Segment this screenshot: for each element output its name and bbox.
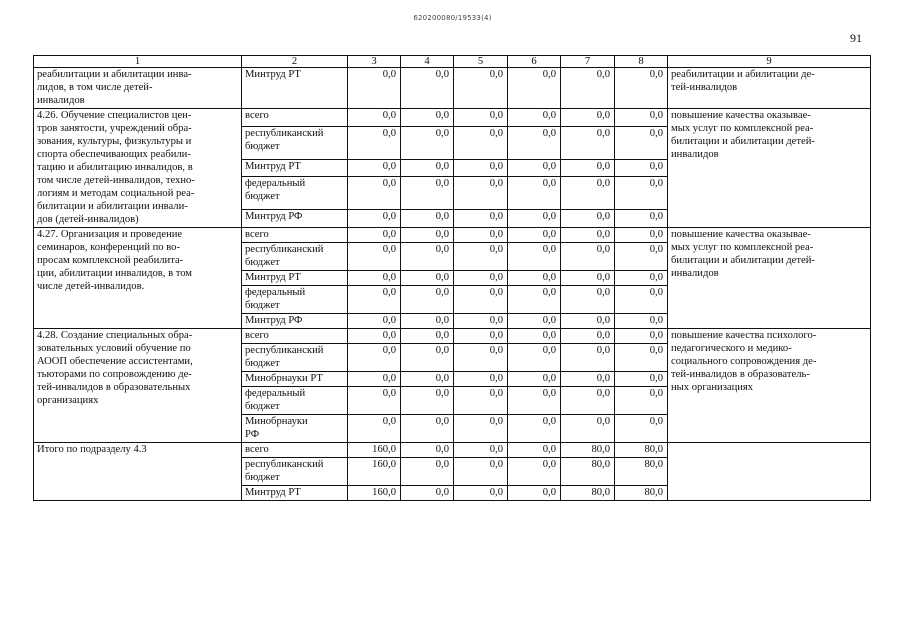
funding-value: 0,0 [508, 126, 561, 159]
funding-value: 0,0 [561, 159, 615, 177]
funding-value: 0,0 [348, 159, 401, 177]
funding-value: 0,0 [615, 387, 668, 415]
funding-value: 0,0 [508, 314, 561, 329]
table-row [34, 329, 871, 344]
funding-value: 0,0 [561, 372, 615, 387]
funding-value: 0,0 [561, 314, 615, 329]
funding-value: 80,0 [615, 486, 668, 501]
funding-value: 0,0 [348, 314, 401, 329]
funding-value: 0,0 [508, 177, 561, 210]
funding-value: 80,0 [615, 443, 668, 458]
funding-value: 0,0 [615, 159, 668, 177]
funding-source: федеральный бюджет [242, 177, 348, 210]
column-header-3: 3 [348, 56, 401, 68]
funding-value: 80,0 [561, 443, 615, 458]
funding-value: 0,0 [508, 210, 561, 228]
funding-value: 0,0 [348, 126, 401, 159]
funding-value: 0,0 [508, 228, 561, 243]
funding-value: 0,0 [508, 68, 561, 109]
funding-value: 0,0 [454, 415, 508, 443]
funding-source: Минтруд РТ [242, 271, 348, 286]
funding-value: 0,0 [508, 458, 561, 486]
column-header-7: 7 [561, 56, 615, 68]
funding-value: 0,0 [615, 109, 668, 127]
funding-value: 0,0 [615, 177, 668, 210]
funding-value: 0,0 [401, 210, 454, 228]
funding-source: республиканский бюджет [242, 458, 348, 486]
funding-value: 0,0 [454, 314, 508, 329]
funding-value: 0,0 [401, 228, 454, 243]
funding-value: 0,0 [454, 486, 508, 501]
event-description: 4.28. Создание специальных обра- зовательных условий обучение по АООП обеспечение ассистентами, тьюторами по сопровождению де- тей-инвалидов в образовательных организациях [34, 329, 242, 443]
funding-value: 0,0 [615, 329, 668, 344]
funding-value: 0,0 [348, 243, 401, 271]
funding-value: 0,0 [561, 329, 615, 344]
funding-value: 0,0 [348, 109, 401, 127]
funding-value: 0,0 [348, 372, 401, 387]
table-row [34, 109, 871, 127]
funding-source: Минтруд РФ [242, 314, 348, 329]
funding-value: 0,0 [401, 486, 454, 501]
funding-value: 0,0 [454, 344, 508, 372]
funding-source: республиканский бюджет [242, 243, 348, 271]
funding-value: 0,0 [401, 109, 454, 127]
event-description: реабилитации и абилитации инва- лидов, в том числе детей- инвалидов [34, 68, 242, 109]
funding-value: 0,0 [615, 68, 668, 109]
funding-value: 0,0 [561, 243, 615, 271]
expected-result: повышение качества оказывае- мых услуг по комплексной реа- билитации и абилитации детей- инвалидов [668, 109, 871, 228]
funding-value: 0,0 [615, 243, 668, 271]
funding-value: 0,0 [401, 271, 454, 286]
expected-result: повышение качества психолого- педагогического и медико- социального сопровождения де- тей-инвалидов в образователь- ных организациях [668, 329, 871, 443]
funding-value: 0,0 [348, 415, 401, 443]
funding-value: 0,0 [508, 271, 561, 286]
funding-value: 80,0 [615, 458, 668, 486]
funding-source: Минтруд РТ [242, 68, 348, 109]
funding-value: 0,0 [561, 415, 615, 443]
funding-source: республиканский бюджет [242, 344, 348, 372]
funding-value: 0,0 [454, 68, 508, 109]
funding-value: 0,0 [508, 372, 561, 387]
funding-source: всего [242, 228, 348, 243]
expected-result: реабилитации и абилитации де- тей-инвалидов [668, 68, 871, 109]
funding-value: 0,0 [508, 443, 561, 458]
funding-value: 0,0 [348, 177, 401, 210]
document-id: 620200080/19533(4) [413, 14, 492, 22]
funding-value: 0,0 [454, 387, 508, 415]
column-header-6: 6 [508, 56, 561, 68]
funding-value: 0,0 [561, 228, 615, 243]
funding-value: 0,0 [454, 243, 508, 271]
funding-value: 0,0 [508, 286, 561, 314]
page-number: 91 [850, 31, 862, 45]
funding-value: 0,0 [508, 486, 561, 501]
expected-result: повышение качества оказывае- мых услуг по комплексной реа- билитации и абилитации детей- инвалидов [668, 228, 871, 329]
funding-value: 0,0 [615, 126, 668, 159]
column-header-5: 5 [454, 56, 508, 68]
funding-value: 0,0 [561, 177, 615, 210]
funding-source: федеральный бюджет [242, 387, 348, 415]
funding-source: Минобрнауки РТ [242, 372, 348, 387]
expected-result [668, 443, 871, 501]
funding-value: 0,0 [401, 159, 454, 177]
funding-value: 160,0 [348, 443, 401, 458]
funding-value: 0,0 [615, 210, 668, 228]
table-row [34, 68, 871, 109]
funding-source: Минтруд РТ [242, 159, 348, 177]
funding-value: 0,0 [508, 387, 561, 415]
funding-value: 0,0 [348, 387, 401, 415]
funding-value: 0,0 [508, 109, 561, 127]
funding-value: 0,0 [401, 387, 454, 415]
funding-value: 80,0 [561, 486, 615, 501]
funding-value: 0,0 [401, 372, 454, 387]
funding-value: 0,0 [401, 329, 454, 344]
funding-value: 0,0 [454, 458, 508, 486]
column-header-2: 2 [242, 56, 348, 68]
funding-value: 0,0 [561, 68, 615, 109]
funding-value: 0,0 [615, 228, 668, 243]
funding-source: всего [242, 443, 348, 458]
funding-value: 0,0 [401, 344, 454, 372]
funding-value: 0,0 [508, 415, 561, 443]
funding-value: 0,0 [454, 329, 508, 344]
funding-value: 0,0 [348, 271, 401, 286]
funding-source: федеральный бюджет [242, 286, 348, 314]
funding-value: 0,0 [401, 443, 454, 458]
event-description: 4.26. Обучение специалистов цен- тров занятости, учреждений обра- зования, культуры, физкультуры и спорта обеспечивающих реабили- тацию и абилитацию инвалидов, в том числе детей-инвалидов, техно- логиям и методам социальной реа- билитации и абилитации инвали- дов (детей-инвалидов) [34, 109, 242, 228]
funding-value: 160,0 [348, 458, 401, 486]
funding-value: 0,0 [454, 286, 508, 314]
funding-value: 0,0 [454, 177, 508, 210]
funding-value: 160,0 [348, 486, 401, 501]
funding-value: 0,0 [615, 344, 668, 372]
funding-value: 0,0 [615, 314, 668, 329]
funding-source: Минтруд РТ [242, 486, 348, 501]
funding-value: 0,0 [401, 177, 454, 210]
table-row [34, 228, 871, 243]
funding-value: 0,0 [508, 159, 561, 177]
funding-value: 0,0 [561, 344, 615, 372]
column-header-1: 1 [34, 56, 242, 68]
funding-value: 0,0 [561, 286, 615, 314]
funding-value: 0,0 [615, 286, 668, 314]
funding-value: 0,0 [454, 109, 508, 127]
funding-value: 0,0 [401, 286, 454, 314]
funding-value: 0,0 [508, 344, 561, 372]
table-row [34, 443, 871, 458]
funding-value: 0,0 [348, 286, 401, 314]
funding-value: 0,0 [615, 271, 668, 286]
funding-value: 0,0 [401, 126, 454, 159]
funding-value: 0,0 [508, 243, 561, 271]
funding-value: 0,0 [454, 372, 508, 387]
funding-source: республиканский бюджет [242, 126, 348, 159]
funding-value: 0,0 [454, 271, 508, 286]
funding-value: 80,0 [561, 458, 615, 486]
funding-value: 0,0 [401, 415, 454, 443]
funding-value: 0,0 [561, 271, 615, 286]
funding-value: 0,0 [348, 329, 401, 344]
funding-source: Минтруд РФ [242, 210, 348, 228]
funding-value: 0,0 [615, 372, 668, 387]
program-table [33, 55, 871, 501]
funding-value: 0,0 [454, 443, 508, 458]
funding-value: 0,0 [561, 387, 615, 415]
column-header-4: 4 [401, 56, 454, 68]
funding-source: всего [242, 109, 348, 127]
funding-value: 0,0 [401, 458, 454, 486]
funding-value: 0,0 [401, 68, 454, 109]
funding-value: 0,0 [401, 243, 454, 271]
funding-value: 0,0 [454, 126, 508, 159]
funding-value: 0,0 [454, 228, 508, 243]
header-row [34, 56, 871, 68]
event-description: 4.27. Организация и проведение семинаров, конференций по во- просам комплексной реабилита- ции, абилитации инвалидов, в том числе детей-инвалидов. [34, 228, 242, 329]
funding-source: Минобрнауки РФ [242, 415, 348, 443]
funding-value: 0,0 [348, 210, 401, 228]
funding-value: 0,0 [561, 109, 615, 127]
funding-value: 0,0 [561, 210, 615, 228]
funding-value: 0,0 [561, 126, 615, 159]
funding-source: всего [242, 329, 348, 344]
column-header-8: 8 [615, 56, 668, 68]
funding-value: 0,0 [454, 210, 508, 228]
event-description: Итого по подразделу 4.3 [34, 443, 242, 501]
funding-value: 0,0 [508, 329, 561, 344]
funding-value: 0,0 [348, 344, 401, 372]
funding-value: 0,0 [348, 68, 401, 109]
funding-value: 0,0 [348, 228, 401, 243]
funding-value: 0,0 [401, 314, 454, 329]
funding-value: 0,0 [615, 415, 668, 443]
column-header-9: 9 [668, 56, 871, 68]
funding-value: 0,0 [454, 159, 508, 177]
